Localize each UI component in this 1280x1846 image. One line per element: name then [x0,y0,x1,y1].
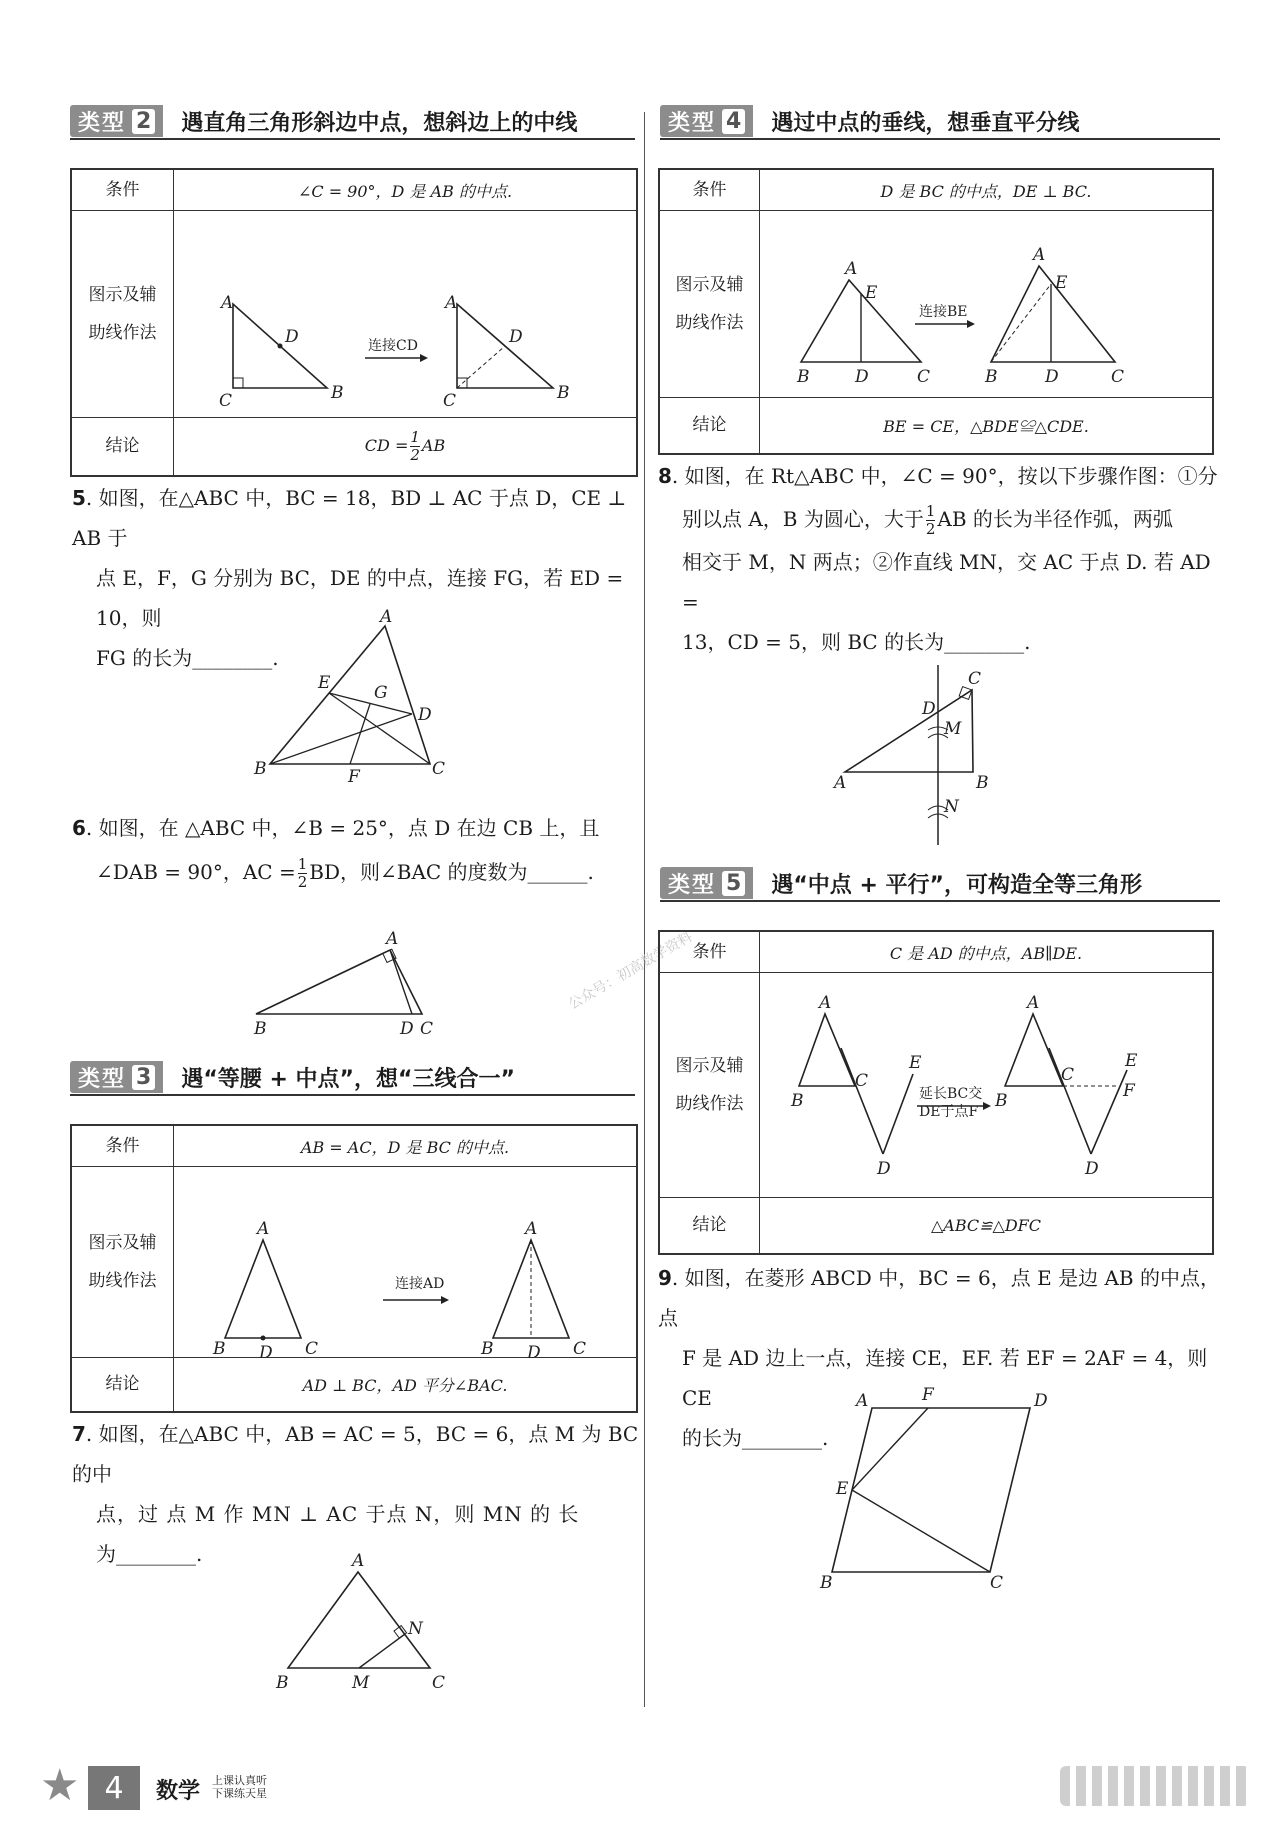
svg-text:A: A [1027,993,1040,1013]
type4-figure [761,212,1211,392]
cond-label: 条件 [71,1125,174,1167]
type5-header [660,866,1220,902]
svg-text:C: C [1111,367,1125,387]
svg-text:E: E [836,1479,849,1499]
question-8: 8. 如图，在 Rt△ABC 中，∠C = 90°，按以下步骤作图：①分 别以点 A，B 为圆心，大于 $\frac{1}{2}$ AB 的长为半径作弧，两弧 相交于 M，N 两点；②作直线 MN，交 AC 于点 D. 若 AD = 13，CD = 5，则 BC 的长为________. [658,464,1218,654]
type3-header [70,1060,635,1096]
svg-text:A: A [1033,245,1046,265]
svg-text:C: C [855,1071,869,1091]
svg-text:A: A [834,773,847,793]
type4-table [658,168,1214,455]
section-title: 遇直角三角形斜边中点，想斜边上的中线 [181,110,578,136]
svg-text:N: N [408,1619,423,1639]
svg-text:延长BC交: 延长BC交 [919,1086,983,1102]
question-7: 7. 如图，在△ABC 中，AB = AC = 5，BC = 6，点 M 为 BC 的中 点，过 点 M 作 MN ⊥ AC 于点 N，则 MN 的 长 为________. [72,1422,639,1566]
type5-table [658,930,1214,1255]
concl-text: △ABC≌△DFC [760,1198,1214,1254]
cond-text: ∠C = 90°，D 是 AB 的中点. [174,169,638,211]
svg-text:B: B [976,773,989,793]
svg-text:D: D [877,1159,891,1179]
svg-text:C: C [443,391,457,411]
type-tag: 类型 4 [660,105,753,137]
svg-text:D: D [922,699,936,719]
svg-text:E: E [909,1053,922,1073]
concl-label: 结论 [659,1198,760,1254]
figure-cell [760,973,1214,1198]
concl-text: CD = $\frac{1}{2}$ AB [174,418,638,476]
svg-text:B: B [331,383,344,403]
q7-figure [270,1548,470,1698]
type2-header [70,104,635,140]
column-divider [644,112,645,1707]
figure-cell [174,1167,638,1363]
svg-text:F: F [1123,1081,1135,1101]
svg-text:B: B [797,367,810,387]
svg-text:D: D [855,367,869,387]
watermark: 公众号：初高数学资料 [565,928,696,1013]
question-5: 5. 如图，在△ABC 中，BC = 18，BD ⊥ AC 于点 D，CE ⊥ AB 于 点 E，F，G 分别为 BC，DE 的中点，连接 FG，若 ED = 10，则 FG 的长为________. [72,486,627,670]
type5-figure [761,974,1211,1192]
type4-header [660,104,1220,140]
figure-label: 图示及辅 助线作法 [659,211,760,398]
svg-text:C: C [432,1673,446,1693]
q9-figure [820,1382,1080,1592]
type2-table [70,168,638,477]
cond-text: C 是 AD 的中点，AB∥DE. [760,931,1214,973]
svg-text:N: N [944,797,959,817]
section-title: 遇“等腰 + 中点”，想“三线合一” [181,1066,515,1092]
svg-text:B: B [254,1019,267,1039]
svg-text:A: A [380,607,393,627]
cond-text: AB = AC，D 是 BC 的中点. [174,1125,638,1167]
svg-text:C: C [432,759,446,779]
svg-text:E: E [865,283,878,303]
page-number: 4 [88,1766,140,1810]
svg-text:D: D [1034,1391,1048,1411]
svg-text:C: C [573,1339,587,1359]
svg-text:D: D [509,327,523,347]
type-tag: 类型 3 [70,1061,163,1093]
figure-cell [760,211,1214,398]
svg-text:G: G [374,683,388,703]
svg-text:C: C [990,1573,1004,1593]
svg-text:A: A [257,1219,270,1239]
svg-text:A: A [856,1391,869,1411]
cond-label: 条件 [659,931,760,973]
figure-label: 图示及辅 助线作法 [71,1167,174,1358]
figure-label: 图示及辅 助线作法 [71,211,174,418]
slogan: 上课认真听 下课练天星 [212,1774,267,1800]
type-tag: 类型 2 [70,105,163,137]
concl-label: 结论 [659,398,760,454]
type2-figure [175,212,635,412]
svg-text:A: A [819,993,832,1013]
svg-text:F: F [348,767,360,787]
svg-text:B: B [791,1091,804,1111]
svg-text:B: B [820,1573,833,1593]
cond-label: 条件 [659,169,760,211]
svg-text:B: B [995,1091,1008,1111]
svg-text:C: C [305,1339,319,1359]
concl-label: 结论 [71,418,174,476]
svg-text:A: A [352,1551,365,1571]
svg-text:A: A [845,259,858,279]
svg-text:连接AD: 连接AD [395,1276,445,1292]
svg-text:A: A [525,1219,538,1239]
svg-text:D: D [1085,1159,1099,1179]
question-6: 6. 如图，在 △ABC 中，∠B = 25°，点 D 在边 CB 上，且 ∠DAB = 90°，AC = $\frac{1}{2}$ BD，则∠BAC 的度数为______. [72,816,600,891]
svg-text:B: B [557,383,570,403]
svg-text:D: D [400,1019,414,1039]
svg-text:M: M [944,719,962,739]
concl-label: 结论 [71,1358,174,1412]
svg-text:B: B [481,1339,494,1359]
svg-text:C: C [917,367,931,387]
svg-text:B: B [213,1339,226,1359]
svg-text:B: B [276,1673,289,1693]
svg-text:C: C [219,391,233,411]
svg-text:DE于点F: DE于点F [919,1104,979,1120]
svg-text:E: E [1055,273,1068,293]
subject-label: 数学 [156,1779,201,1804]
question-9: 9. 如图，在菱形 ABCD 中，BC = 6，点 E 是边 AB 的中点，点 F 是 AD 边上一点，连接 CE，EF. 若 EF = 2AF = 4，则 CE 的长为________. [658,1266,1220,1450]
svg-text:F: F [922,1385,934,1405]
barcode-decoration [1060,1766,1250,1806]
svg-text:D: D [259,1343,273,1363]
figure-label: 图示及辅 助线作法 [659,973,760,1198]
type-tag: 类型 5 [660,867,753,899]
concl-text: AD ⊥ BC，AD 平分∠BAC. [174,1358,638,1412]
svg-text:M: M [352,1673,370,1693]
svg-text:连接BE: 连接BE [919,304,968,320]
q6-figure [250,930,480,1040]
type3-table [70,1124,638,1413]
figure-cell [174,211,638,418]
section-title: 遇“中点 + 平行”，可构造全等三角形 [771,872,1142,898]
svg-text:A: A [386,929,399,949]
section-title: 遇过中点的垂线，想垂直平分线 [771,110,1080,136]
svg-text:连接CD: 连接CD [368,338,418,354]
q5-figure [250,608,470,788]
svg-text:D: D [418,705,432,725]
svg-text:A: A [445,293,458,313]
mascot-icon: ★ [40,1760,80,1811]
cond-text: D 是 BC 的中点，DE ⊥ BC. [760,169,1214,211]
svg-text:B: B [254,759,267,779]
q8-figure [830,660,1050,850]
svg-text:C: C [1061,1065,1075,1085]
concl-text: BE = CE，△BDE≌△CDE. [760,398,1214,454]
svg-text:E: E [1125,1051,1138,1071]
type3-figure [175,1168,635,1363]
svg-text:D: D [1045,367,1059,387]
svg-text:D: D [527,1343,541,1363]
svg-text:A: A [221,293,234,313]
cond-label: 条件 [71,169,174,211]
svg-text:B: B [985,367,998,387]
svg-text:C: C [420,1019,434,1039]
svg-text:C: C [968,669,982,689]
svg-text:D: D [285,327,299,347]
svg-text:E: E [318,673,331,693]
